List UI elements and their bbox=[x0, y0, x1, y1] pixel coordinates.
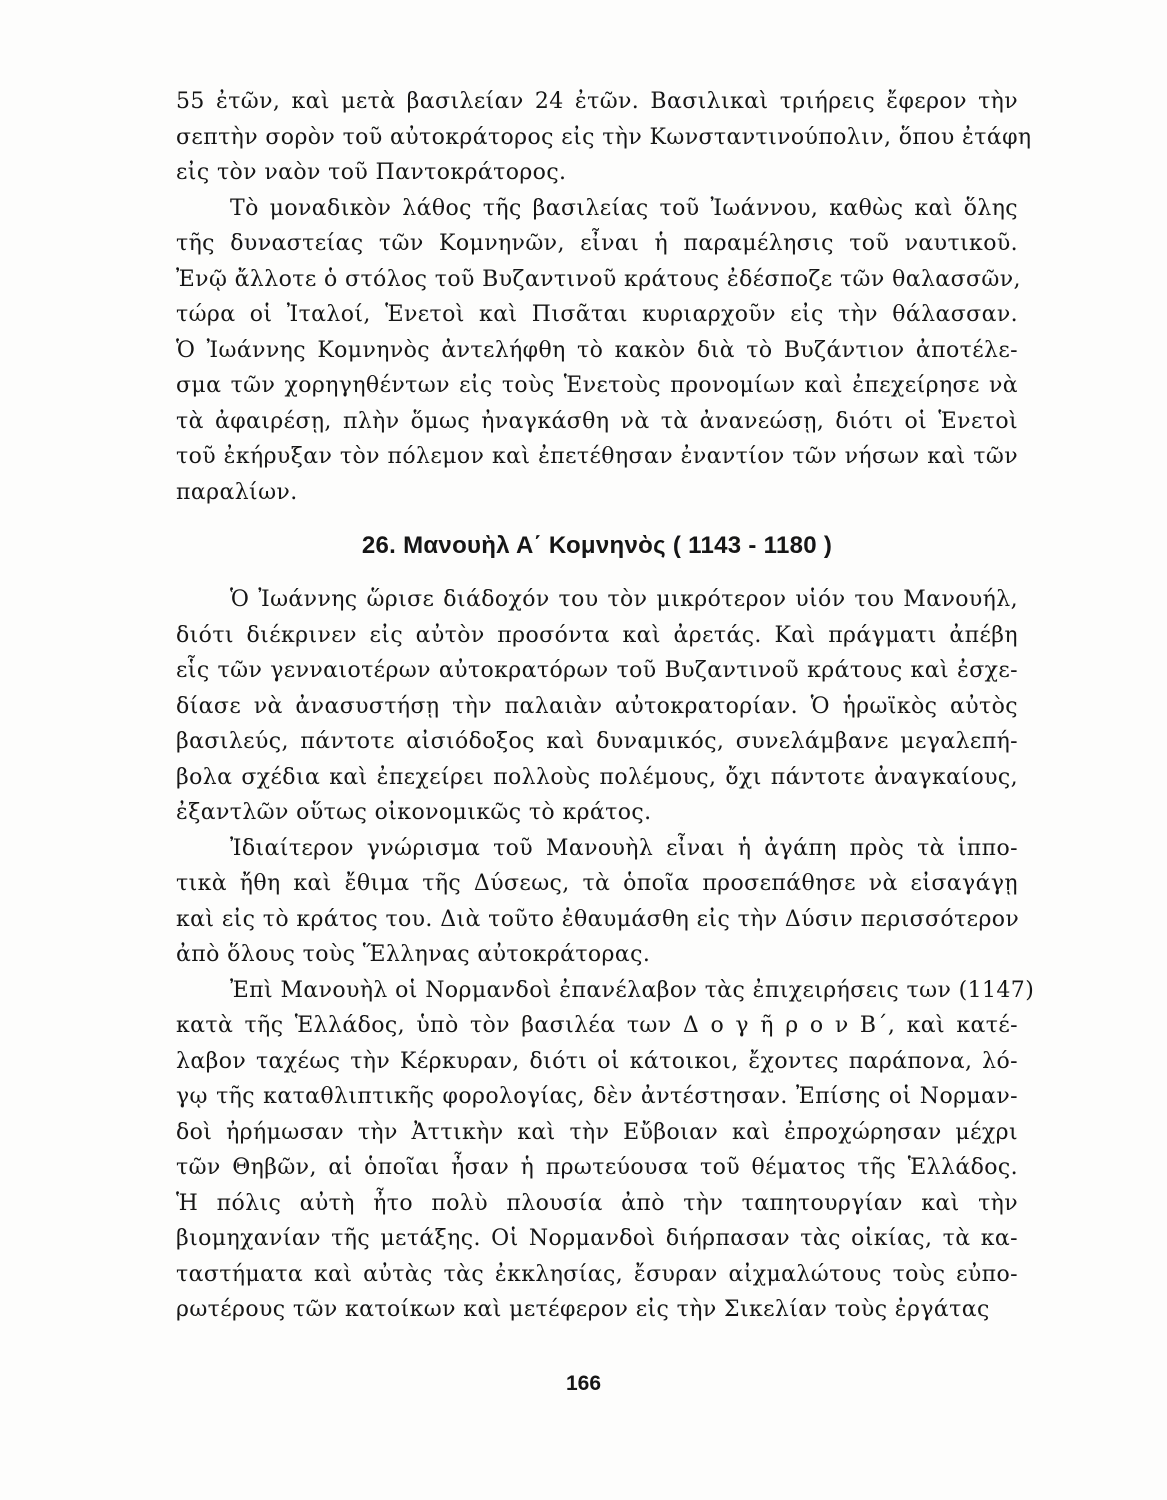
text-line: Τὸ μοναδικὸν λάθος τῆς βασιλείας τοῦ Ἰωάννου, καθὼς καὶ ὅλης bbox=[230, 195, 1018, 221]
text-line: ρωτέρους τῶν κατοίκων καὶ μετέφερον εἰς τὴν Σικελίαν τοὺς ἐργάτας bbox=[176, 1297, 990, 1322]
text-line: σμα τῶν χορηγηθέντων εἰς τοὺς Ἑνετοὺς προνομίων καὶ ἐπεχείρησε νὰ bbox=[176, 373, 1018, 398]
text-line: ταστήματα καὶ αὐτὰς τὰς ἐκκλησίας, ἔσυραν αἰχμαλώτους τοὺς εὐπο- bbox=[176, 1261, 1018, 1287]
text-line: Ἐπὶ Μανουὴλ οἱ Νορμανδοὶ ἐπανέλαβον τὰς ἐπιχειρήσεις των (1147) bbox=[230, 977, 1035, 1003]
paragraph bbox=[176, 831, 1018, 973]
paragraph bbox=[176, 582, 1018, 831]
text-line: τὰ ἀφαιρέσῃ, πλὴν ὅμως ἠναγκάσθη νὰ τὰ ἀνανεώσῃ, διότι οἱ Ἑνετοὶ bbox=[176, 408, 1018, 434]
text-line: 55 ἐτῶν, καὶ μετὰ βασιλείαν 24 ἐτῶν. Βασιλικαὶ τριήρεις ἔφερον τὴν bbox=[176, 89, 1018, 114]
text-line: Ἡ πόλις αὐτὴ ἦτο πολὺ πλουσία ἀπὸ τὴν ταπητουργίαν καὶ τὴν bbox=[176, 1190, 1018, 1216]
text-line: Ὁ Ἰωάννης ὥρισε διάδοχόν του τὸν μικρότερον υἱόν του Μανουήλ, bbox=[230, 587, 1018, 612]
text-line: βιομηχανίαν τῆς μετάξης. Οἱ Νορμανδοὶ διήρπασαν τὰς οἰκίας, τὰ κα- bbox=[176, 1226, 1018, 1251]
paragraphs-after-heading bbox=[176, 582, 1035, 1328]
paragraph bbox=[176, 84, 1032, 191]
text-line: εἰς τὸν ναὸν τοῦ Παντοκράτορος. bbox=[176, 160, 567, 185]
text-line: ἀπὸ ὅλους τοὺς Ἕλληνας αὐτοκράτορας. bbox=[176, 942, 651, 967]
text-line: εἷς τῶν γενναιοτέρων αὐτοκρατόρων τοῦ Βυζαντινοῦ κράτους καὶ ἐσχε- bbox=[176, 658, 1018, 683]
text-line: ἐξαντλῶν οὕτως οἰκονομικῶς τὸ κράτος. bbox=[176, 800, 652, 825]
paragraphs-before-heading bbox=[176, 84, 1032, 510]
text-line: διότι διέκρινεν εἰς αὐτὸν προσόντα καὶ ἀρετάς. Καὶ πράγματι ἀπέβη bbox=[176, 622, 1018, 648]
text-line: τῶν Θηβῶν, αἱ ὁποῖαι ἦσαν ἡ πρωτεύουσα τοῦ θέματος τῆς Ἑλλάδος. bbox=[176, 1155, 1018, 1180]
text-line: κατὰ τῆς Ἑλλάδος, ὑπὸ τὸν βασιλέα των Δ ο γ ῆ ρ ο ν Β΄, καὶ κατέ- bbox=[176, 1013, 1018, 1038]
text-line: καὶ εἰς τὸ κράτος του. Διὰ τοῦτο ἐθαυμάσθη εἰς τὴν Δύσιν περισσότερον bbox=[176, 906, 1020, 932]
page-number: 166 bbox=[565, 1372, 602, 1395]
paragraph bbox=[176, 973, 1035, 1328]
text-line: λαβον ταχέως τὴν Κέρκυραν, διότι οἱ κάτοικοι, ἔχοντες παράπονα, λό- bbox=[176, 1048, 1018, 1074]
text-line: σεπτὴν σορὸν τοῦ αὐτοκράτορος εἰς τὴν Κωνσταντινούπολιν, ὅπου ἐτάφη bbox=[176, 124, 1032, 150]
text-line: τῆς δυναστείας τῶν Κομνηνῶν, εἶναι ἡ παραμέλησις τοῦ ναυτικοῦ. bbox=[176, 231, 1018, 256]
text-line: βασιλεύς, πάντοτε αἰσιόδοξος καὶ δυναμικός, συνελάμβανε μεγαλεπή- bbox=[176, 729, 1018, 754]
text-line: δοὶ ἠρήμωσαν τὴν Ἀττικὴν καὶ τὴν Εὔβοιαν καὶ ἐπροχώρησαν μέχρι bbox=[176, 1119, 1018, 1145]
text-line: τικὰ ἤθη καὶ ἔθιμα τῆς Δύσεως, τὰ ὁποῖα προσεπάθησε νὰ εἰσαγάγῃ bbox=[176, 871, 1018, 896]
text-line: δίασε νὰ ἀνασυστήσῃ τὴν παλαιὰν αὐτοκρατορίαν. Ὁ ἡρωϊκὸς αὐτὸς bbox=[176, 693, 1018, 719]
text-line: Ἐνῷ ἄλλοτε ὁ στόλος τοῦ Βυζαντινοῦ κράτους ἐδέσποζε τῶν θαλασσῶν, bbox=[176, 266, 1021, 292]
text-line: τοῦ ἐκήρυξαν τὸν πόλεμον καὶ ἐπετέθησαν ἐναντίον τῶν νήσων καὶ τῶν bbox=[176, 444, 1018, 469]
body-text bbox=[176, 84, 1035, 1328]
text-line: τώρα οἱ Ἰταλοί, Ἑνετοὶ καὶ Πισᾶται κυριαρχοῦν εἰς τὴν θάλασσαν. bbox=[176, 302, 1018, 327]
paragraph bbox=[176, 191, 1021, 511]
text-line: παραλίων. bbox=[176, 479, 298, 505]
section-heading: 26. Μανουὴλ Α΄ Κομνηνὸς ( 1143 - 1180 ) bbox=[361, 532, 833, 559]
text-line: Ὁ Ἰωάννης Κομνηνὸς ἀντελήφθη τὸ κακὸν διὰ τὸ Βυζάντιον ἀποτέλε- bbox=[176, 337, 1018, 363]
text-line: βολα σχέδια καὶ ἐπεχείρει πολλοὺς πολέμους, ὄχι πάντοτε ἀναγκαίους, bbox=[176, 764, 1018, 790]
text-line: Ἰδιαίτερον γνώρισμα τοῦ Μανουὴλ εἶναι ἡ ἀγάπη πρὸς τὰ ἱππο- bbox=[230, 835, 1018, 861]
text-line: γῳ τῆς καταθλιπτικῆς φορολογίας, δὲν ἀντέστησαν. Ἐπίσης οἱ Νορμαν- bbox=[176, 1084, 1018, 1109]
